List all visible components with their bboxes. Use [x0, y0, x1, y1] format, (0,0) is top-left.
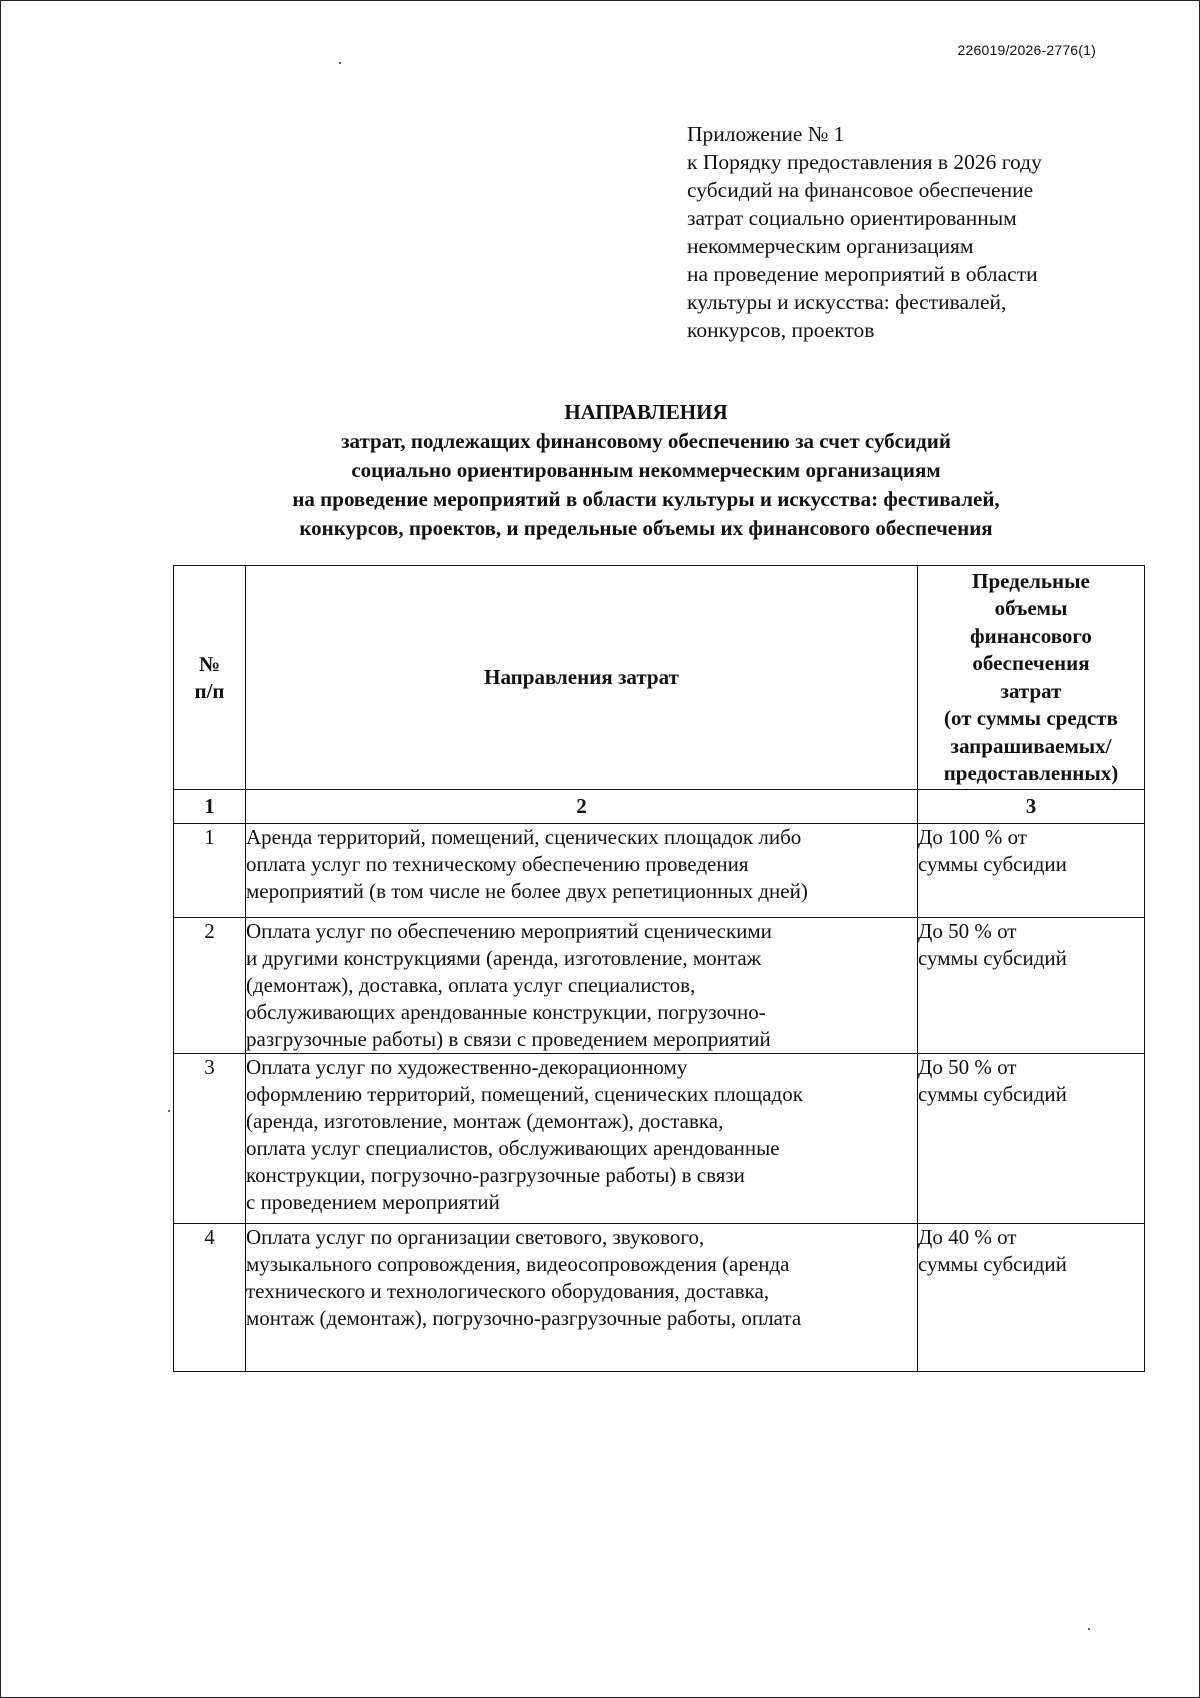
appendix-line: субсидий на финансовое обеспечение [687, 178, 1034, 202]
column-number: 3 [918, 790, 1145, 824]
direction-line: обслуживающих арендованные конструкции, погрузочно- [246, 1000, 766, 1024]
direction-line: (аренда, изготовление, монтаж (демонтаж), доставка, [246, 1109, 724, 1133]
direction-line: с проведением мероприятий [246, 1190, 500, 1214]
title-line: затрат, подлежащих финансовому обеспечению за счет субсидий [341, 429, 951, 453]
appendix-line: Приложение № 1 [687, 122, 845, 146]
document-id: 226019/2026-2776(1) [957, 42, 1096, 58]
table-header-row [174, 566, 1145, 790]
direction-line: мероприятий (в том числе не более двух репетиционных дней) [246, 879, 808, 903]
limit-line: До 40 % от [918, 1225, 1017, 1249]
appendix-line: культуры и искусства: фестивалей, [687, 290, 1007, 314]
table-row [174, 824, 1145, 918]
limit-line: До 50 % от [918, 919, 1017, 943]
title-line: социально ориентированным некоммерческим организациям [351, 458, 941, 482]
header-number-line: п/п [194, 678, 225, 703]
appendix-line: некоммерческим организациям [687, 234, 974, 258]
row-direction [246, 918, 918, 1054]
header-limits-line: затрат [1000, 678, 1062, 703]
direction-line: Оплата услуг по художественно-декорационному [246, 1055, 688, 1079]
limit-line: До 50 % от [918, 1055, 1017, 1079]
scan-speck [168, 1110, 170, 1112]
direction-line: (демонтаж), доставка, оплата услуг специалистов, [246, 973, 696, 997]
header-limits-line: финансового [970, 623, 1092, 648]
appendix-line: на проведение мероприятий в области [687, 262, 1038, 286]
header-number [174, 566, 246, 790]
row-limit [918, 918, 1145, 1054]
direction-line: технического и технологического оборудования, доставка, [246, 1279, 770, 1303]
table-row [174, 918, 1145, 1054]
row-limit [918, 824, 1145, 918]
direction-line: и другими конструкциями (аренда, изготовление, монтаж [246, 946, 762, 970]
expense-directions-table [173, 565, 1145, 1372]
scan-speck [1088, 1628, 1090, 1630]
header-limits-line: предоставленных) [943, 761, 1119, 785]
title-line: конкурсов, проектов, и предельные объемы их финансового обеспечения [299, 516, 993, 540]
row-number: 3 [174, 1054, 246, 1224]
scan-speck [339, 62, 341, 64]
direction-line: конструкции, погрузочно-разгрузочные работы) в связи [246, 1163, 745, 1187]
direction-line: Оплата услуг по обеспечению мероприятий сценическими [246, 919, 772, 943]
header-limits-line: Предельные [972, 568, 1090, 593]
document-title [180, 398, 1112, 543]
direction-line: монтаж (демонтаж), погрузочно-разгрузочные работы, оплата [246, 1306, 802, 1330]
row-number: 1 [174, 824, 246, 918]
row-number: 4 [174, 1224, 246, 1372]
direction-line: Оплата услуг по организации светового, звукового, [246, 1225, 705, 1249]
appendix-line: затрат социально ориентированным [687, 206, 1017, 230]
column-number: 2 [246, 790, 918, 824]
header-limits [918, 566, 1145, 790]
appendix-header [687, 120, 1107, 344]
title-heading: НАПРАВЛЕНИЯ [564, 400, 728, 424]
table-row [174, 1054, 1145, 1224]
column-number-row [174, 790, 1145, 824]
limit-line: суммы субсидий [918, 1082, 1067, 1106]
header-limits-line: обеспечения [972, 651, 1090, 675]
header-limits-line: (от суммы средств [944, 706, 1118, 730]
row-direction [246, 1224, 918, 1372]
direction-line: оформлению территорий, помещений, сценических площадок [246, 1082, 803, 1106]
limit-line: суммы субсидий [918, 946, 1067, 970]
row-direction [246, 824, 918, 918]
row-limit [918, 1054, 1145, 1224]
appendix-line: конкурсов, проектов [687, 318, 875, 342]
direction-line: оплата услуг по техническому обеспечению проведения [246, 852, 749, 876]
row-direction [246, 1054, 918, 1224]
limit-line: суммы субсидии [918, 852, 1067, 876]
limit-line: суммы субсидий [918, 1252, 1067, 1276]
direction-line: оплата услуг специалистов, обслуживающих арендованные [246, 1136, 780, 1160]
direction-line: разгрузочные работы) в связи с проведением мероприятий [246, 1027, 771, 1051]
direction-line: Аренда территорий, помещений, сценических площадок либо [246, 825, 802, 849]
row-number: 2 [174, 918, 246, 1054]
limit-line: До 100 % от [918, 825, 1027, 849]
direction-line: музыкального сопровождения, видеосопровождения (аренда [246, 1252, 790, 1276]
header-number-line: № [198, 651, 221, 676]
header-directions: Направления затрат [246, 566, 918, 790]
header-limits-line: запрашиваемых/ [950, 733, 1112, 758]
title-line: на проведение мероприятий в области культуры и искусства: фестивалей, [292, 487, 1000, 511]
appendix-line: к Порядку предоставления в 2026 году [687, 150, 1042, 174]
row-limit [918, 1224, 1145, 1372]
column-number: 1 [174, 790, 246, 824]
table-row [174, 1224, 1145, 1372]
header-limits-line: объемы [994, 596, 1068, 620]
